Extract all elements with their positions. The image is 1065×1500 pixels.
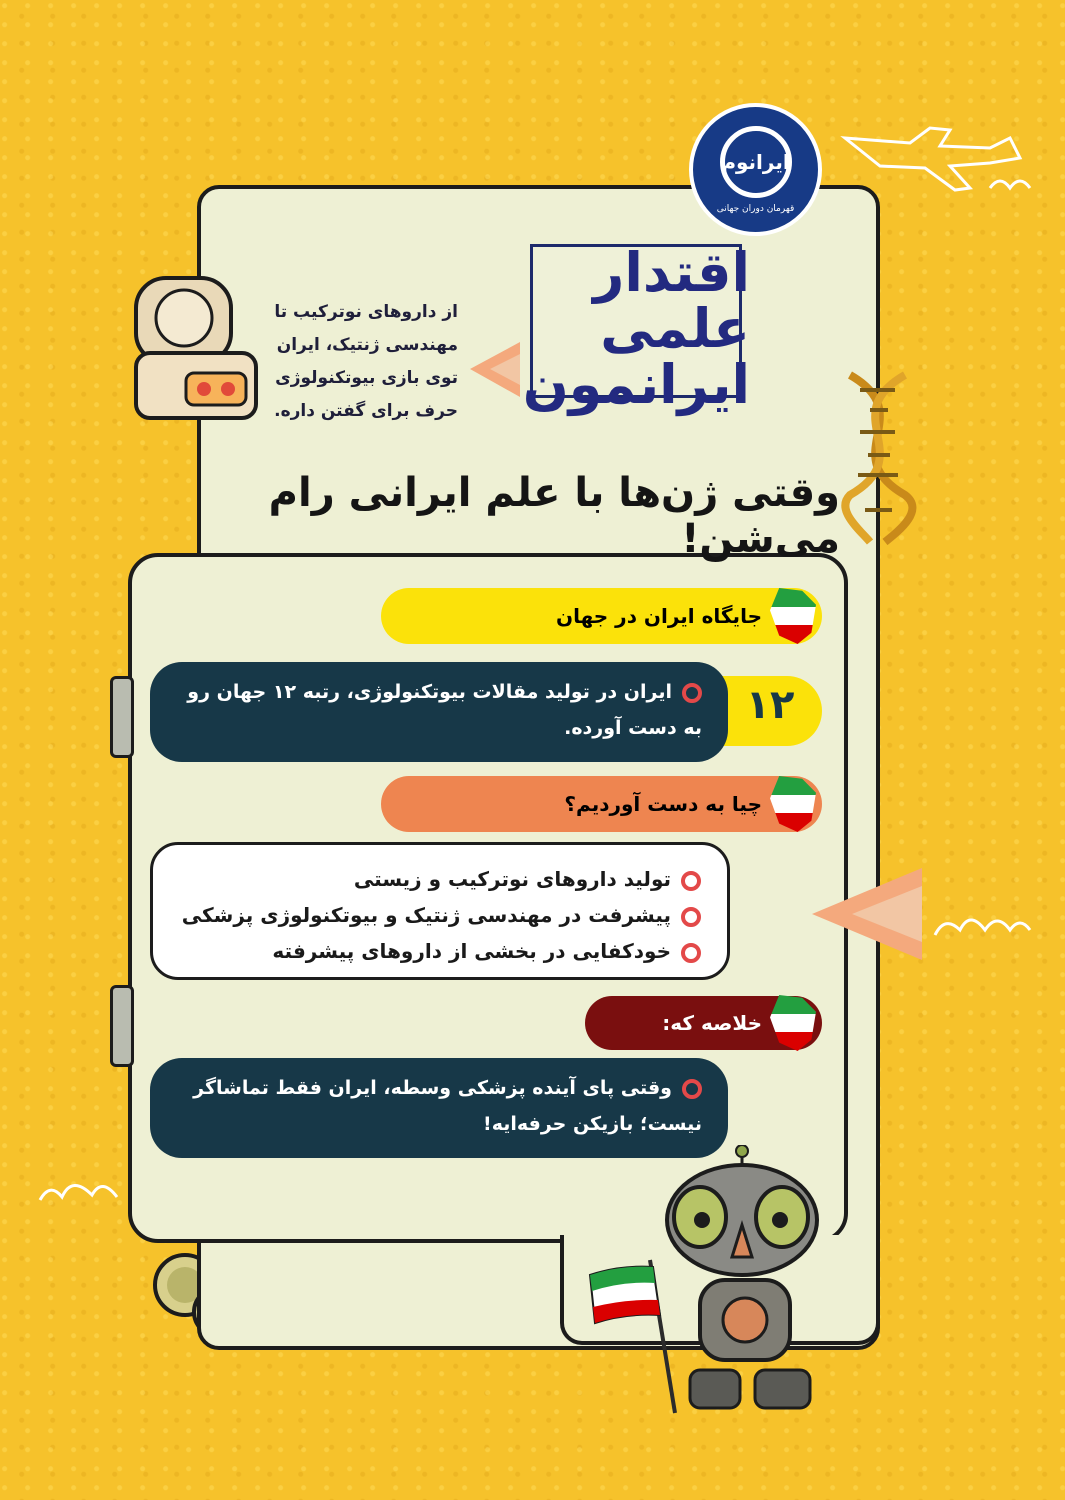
bullet-icon: [682, 1079, 702, 1099]
brand-logo: [689, 103, 822, 236]
rank-text-box: [150, 662, 728, 762]
logo-subtitle: قهرمان دوران جهانی: [716, 203, 795, 214]
bullet-icon: [682, 683, 702, 703]
dna-icon: [830, 370, 925, 545]
card-tab: [110, 676, 134, 758]
centrifuge-icon: [126, 268, 266, 428]
bullet-icon: [681, 871, 701, 891]
bullet-icon: [681, 943, 701, 963]
achievements-box: [150, 842, 730, 980]
iran-flag-icon: [770, 995, 816, 1051]
iran-flag-icon: [770, 776, 816, 832]
summary-box: [150, 1058, 728, 1158]
section-pill-summary: [585, 996, 822, 1050]
robot-illustration: [650, 1145, 830, 1415]
list-item: پیشرفت در مهندسی ژنتیک و بیوتکنولوژی پزشکی: [173, 897, 701, 933]
section-label: خلاصه که:: [662, 1011, 762, 1035]
rank-text: ایران در تولید مقالات بیوتکنولوژی، رتبه ۱۲ جهان رو به دست آورده.: [187, 681, 702, 739]
arrow-left-icon: [812, 868, 922, 960]
page-title: [522, 241, 750, 416]
rank-number: ۱۲: [745, 682, 795, 728]
list-item: خودکفایی در بخشی از داروهای پیشرفته: [173, 933, 701, 969]
section-pill-world-rank: [381, 588, 822, 644]
intro-text: از داروهای نوترکیب تا مهندسی ژنتیک، ایران توی بازی بیوتکنولوژی حرف برای گفتن داره.: [274, 302, 458, 421]
logo-mark: ایرانوم: [720, 126, 792, 198]
title-line-2: علمی: [600, 297, 750, 360]
list-item: تولید داروهای نوترکیب و زیستی: [173, 861, 701, 897]
section-label: چیا به دست آوردیم؟: [564, 792, 762, 816]
section-pill-achievements: [381, 776, 822, 832]
arrow-left-icon: [470, 342, 520, 397]
iran-flag-icon: [770, 588, 816, 644]
summary-text: وقتی پای آینده پزشکی وسطه، ایران فقط تماشاگر نیست؛ بازیکن حرفه‌ایه!: [193, 1077, 702, 1135]
card-tab: [110, 985, 134, 1067]
headline: وقتی ژن‌ها با علم ایرانی رام می‌شن!: [268, 470, 840, 562]
bullet-icon: [681, 907, 701, 927]
title-line-3: ایرانمون: [522, 353, 750, 416]
cloud-doodle: [930, 895, 1040, 945]
title-line-1: اقتدار: [593, 241, 750, 304]
airplane-doodle: [840, 118, 1040, 198]
cloud-doodle: [35, 1165, 135, 1210]
section-label: جایگاه ایران در جهان: [556, 604, 762, 628]
